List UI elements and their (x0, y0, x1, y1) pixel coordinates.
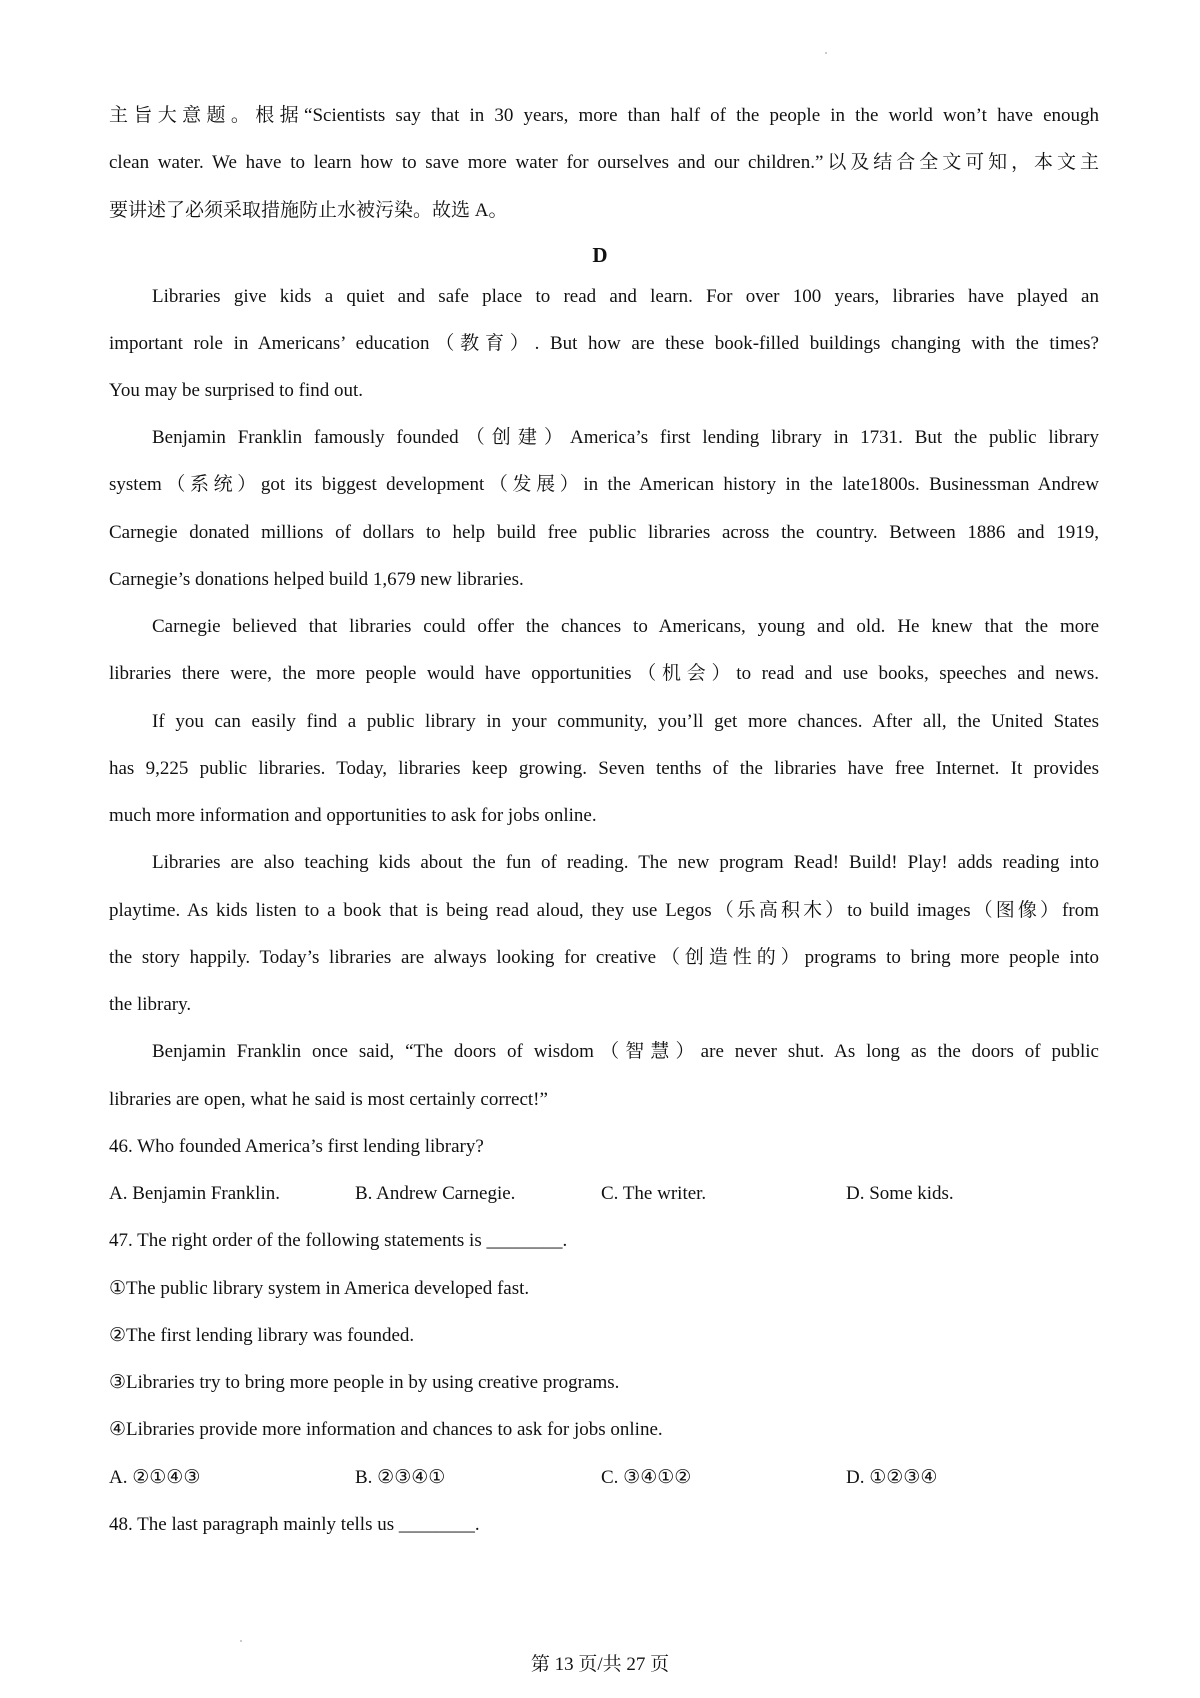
explanation-line-2: clean water. We have to learn how to save more water for ourselves and our children.”以及结合全文可知，本文主 (109, 152, 1099, 173)
paragraph-6-line-1: Benjamin Franklin once said, “The doors of wisdom（智慧）are never shut. As long as the doors of public (152, 1041, 1099, 1062)
explanation-line-3: 要讲述了必须采取措施防止水被污染。故选 A。 (109, 200, 508, 221)
passage-heading: D (592, 243, 608, 267)
question-46-option-d: D. Some kids. (846, 1183, 954, 1204)
paragraph-2-line-1: Benjamin Franklin famously founded（创建）America’s first lending library in 1731. But the public library (152, 427, 1099, 448)
question-47-stem: 47. The right order of the following statements is ________. (109, 1230, 568, 1251)
question-47-option-a: A. ②①④③ (109, 1467, 201, 1488)
question-48-stem: 48. The last paragraph mainly tells us ________. (109, 1514, 480, 1535)
scan-speck (825, 52, 827, 54)
question-46-option-a: A. Benjamin Franklin. (109, 1183, 280, 1204)
question-47-statement-1: ①The public library system in America developed fast. (109, 1278, 530, 1299)
paragraph-5-line-2: playtime. As kids listen to a book that is being read aloud, they use Legos（乐高积木）to build images（图像）from (109, 900, 1099, 921)
scan-speck (240, 1640, 242, 1642)
question-47-statement-3: ③Libraries try to bring more people in by using creative programs. (109, 1372, 620, 1393)
paragraph-2-line-2: system（系统）got its biggest development（发展）in the American history in the late1800s. Businessman Andrew (109, 474, 1099, 495)
paragraph-2-line-4: Carnegie’s donations helped build 1,679 new libraries. (109, 569, 524, 590)
paragraph-1-line-3: You may be surprised to find out. (109, 380, 364, 401)
page-number-footer: 第 13 页/共 27 页 (530, 1654, 670, 1675)
question-47-statement-4: ④Libraries provide more information and chances to ask for jobs online. (109, 1419, 663, 1440)
paragraph-5-line-4: the library. (109, 994, 192, 1015)
paragraph-4-line-3: much more information and opportunities to ask for jobs online. (109, 805, 597, 826)
paragraph-2-line-3: Carnegie donated millions of dollars to help build free public libraries across the country. Between 1886 and 1919, (109, 522, 1099, 543)
question-47-option-c: C. ③④①② (601, 1467, 692, 1488)
paragraph-5-line-3: the story happily. Today’s libraries are always looking for creative（创造性的）programs to bring more people into (109, 947, 1099, 968)
question-46-option-c: C. The writer. (601, 1183, 707, 1204)
paragraph-3-line-2: libraries there were, the more people would have opportunities（机会）to read and use books, speeches and news. (109, 663, 1099, 684)
paragraph-3-line-1: Carnegie believed that libraries could offer the chances to Americans, young and old. He knew that the more (152, 616, 1099, 637)
paragraph-4-line-2: has 9,225 public libraries. Today, libraries keep growing. Seven tenths of the libraries have free Internet. It provides (109, 758, 1099, 779)
explanation-line-1: 主旨大意题。根据“Scientists say that in 30 years, more than half of the people in the world won’t have enough (109, 105, 1099, 126)
question-46-option-b: B. Andrew Carnegie. (355, 1183, 516, 1204)
paragraph-1-line-2: important role in Americans’ education（教育）. But how are these book-filled buildings changing with the times? (109, 333, 1099, 354)
paragraph-6-line-2: libraries are open, what he said is most certainly correct!” (109, 1089, 548, 1110)
question-47-statement-2: ②The first lending library was founded. (109, 1325, 415, 1346)
paragraph-5-line-1: Libraries are also teaching kids about the fun of reading. The new program Read! Build! Play! adds reading into (152, 852, 1099, 873)
question-47-option-d: D. ①②③④ (846, 1467, 938, 1488)
question-46-stem: 46. Who founded America’s first lending library? (109, 1136, 484, 1157)
paragraph-4-line-1: If you can easily find a public library in your community, you’ll get more chances. After all, the United States (152, 711, 1099, 732)
paragraph-1-line-1: Libraries give kids a quiet and safe place to read and learn. For over 100 years, libraries have played an (152, 286, 1099, 307)
question-47-option-b: B. ②③④① (355, 1467, 446, 1488)
